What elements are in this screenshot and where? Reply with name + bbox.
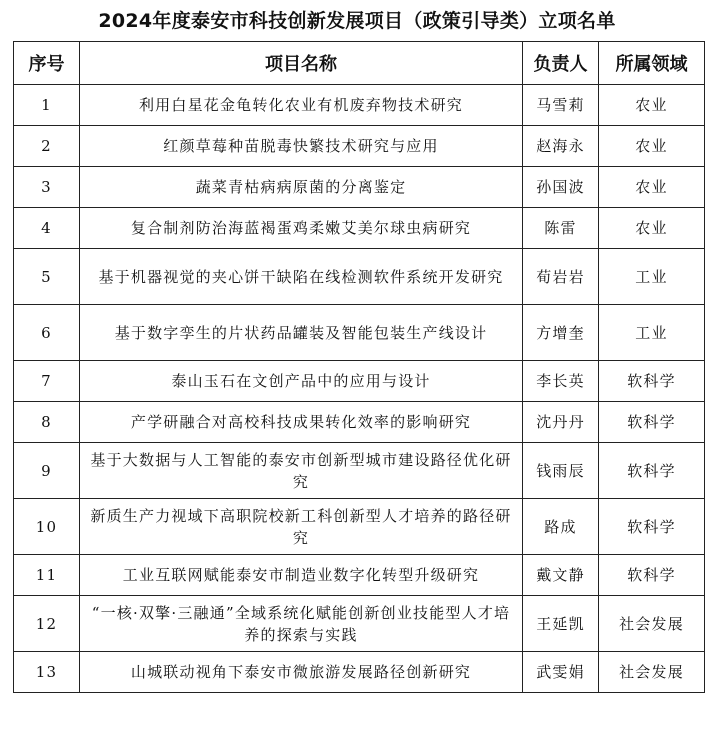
cell-name: 泰山玉石在文创产品中的应用与设计 <box>80 361 523 402</box>
cell-field: 软科学 <box>599 555 705 596</box>
table-row <box>14 167 705 208</box>
cell-field: 软科学 <box>599 361 705 402</box>
cell-name: 基于大数据与人工智能的泰安市创新型城市建设路径优化研究 <box>80 443 523 499</box>
table-row <box>14 126 705 167</box>
cell-name: 红颜草莓种苗脱毒快繁技术研究与应用 <box>80 126 523 167</box>
cell-no: 13 <box>14 652 80 693</box>
page-title: 2024年度泰安市科技创新发展项目（政策引导类）立项名单 <box>98 10 616 32</box>
cell-no: 2 <box>14 126 80 167</box>
table-row <box>14 443 705 499</box>
cell-name: “一核·双擎·三融通”全域系统化赋能创新创业技能型人才培养的探索与实践 <box>80 596 523 652</box>
cell-leader: 沈丹丹 <box>523 402 599 443</box>
table-row <box>14 555 705 596</box>
table-row <box>14 361 705 402</box>
cell-field: 工业 <box>599 305 705 361</box>
header-no: 序号 <box>14 42 80 85</box>
cell-field: 软科学 <box>599 443 705 499</box>
table-row <box>14 208 705 249</box>
cell-no: 4 <box>14 208 80 249</box>
cell-no: 12 <box>14 596 80 652</box>
cell-no: 11 <box>14 555 80 596</box>
cell-no: 1 <box>14 85 80 126</box>
cell-leader: 荀岩岩 <box>523 249 599 305</box>
cell-no: 10 <box>14 499 80 555</box>
cell-name: 工业互联网赋能泰安市制造业数字化转型升级研究 <box>80 555 523 596</box>
header-name: 项目名称 <box>80 42 523 85</box>
cell-leader: 路成 <box>523 499 599 555</box>
cell-no: 8 <box>14 402 80 443</box>
cell-name: 利用白星花金龟转化农业有机废弃物技术研究 <box>80 85 523 126</box>
header-leader: 负责人 <box>523 42 599 85</box>
cell-field: 农业 <box>599 85 705 126</box>
cell-no: 9 <box>14 443 80 499</box>
cell-name: 基于数字孪生的片状药品罐装及智能包装生产线设计 <box>80 305 523 361</box>
cell-field: 农业 <box>599 208 705 249</box>
cell-leader: 王延凯 <box>523 596 599 652</box>
cell-field: 软科学 <box>599 499 705 555</box>
cell-no: 7 <box>14 361 80 402</box>
table-row <box>14 85 705 126</box>
cell-leader: 赵海永 <box>523 126 599 167</box>
cell-field: 农业 <box>599 126 705 167</box>
table-row <box>14 249 705 305</box>
project-table <box>13 41 705 693</box>
cell-leader: 戴文静 <box>523 555 599 596</box>
cell-leader: 陈雷 <box>523 208 599 249</box>
table-row <box>14 499 705 555</box>
cell-field: 社会发展 <box>599 652 705 693</box>
table-header-row <box>14 42 705 85</box>
cell-leader: 马雪莉 <box>523 85 599 126</box>
cell-no: 5 <box>14 249 80 305</box>
cell-field: 农业 <box>599 167 705 208</box>
cell-leader: 方增奎 <box>523 305 599 361</box>
cell-leader: 武雯娟 <box>523 652 599 693</box>
cell-name: 复合制剂防治海蓝褐蛋鸡柔嫩艾美尔球虫病研究 <box>80 208 523 249</box>
cell-field: 社会发展 <box>599 596 705 652</box>
cell-name: 新质生产力视域下高职院校新工科创新型人才培养的路径研究 <box>80 499 523 555</box>
cell-field: 工业 <box>599 249 705 305</box>
cell-no: 3 <box>14 167 80 208</box>
table-row <box>14 402 705 443</box>
cell-leader: 李长英 <box>523 361 599 402</box>
table-row <box>14 596 705 652</box>
cell-name: 山城联动视角下泰安市微旅游发展路径创新研究 <box>80 652 523 693</box>
cell-name: 基于机器视觉的夹心饼干缺陷在线检测软件系统开发研究 <box>80 249 523 305</box>
table-row <box>14 652 705 693</box>
cell-no: 6 <box>14 305 80 361</box>
header-field: 所属领域 <box>599 42 705 85</box>
table-row <box>14 305 705 361</box>
cell-leader: 孙国波 <box>523 167 599 208</box>
cell-name: 蔬菜青枯病病原菌的分离鉴定 <box>80 167 523 208</box>
cell-field: 软科学 <box>599 402 705 443</box>
cell-name: 产学研融合对高校科技成果转化效率的影响研究 <box>80 402 523 443</box>
cell-leader: 钱雨辰 <box>523 443 599 499</box>
